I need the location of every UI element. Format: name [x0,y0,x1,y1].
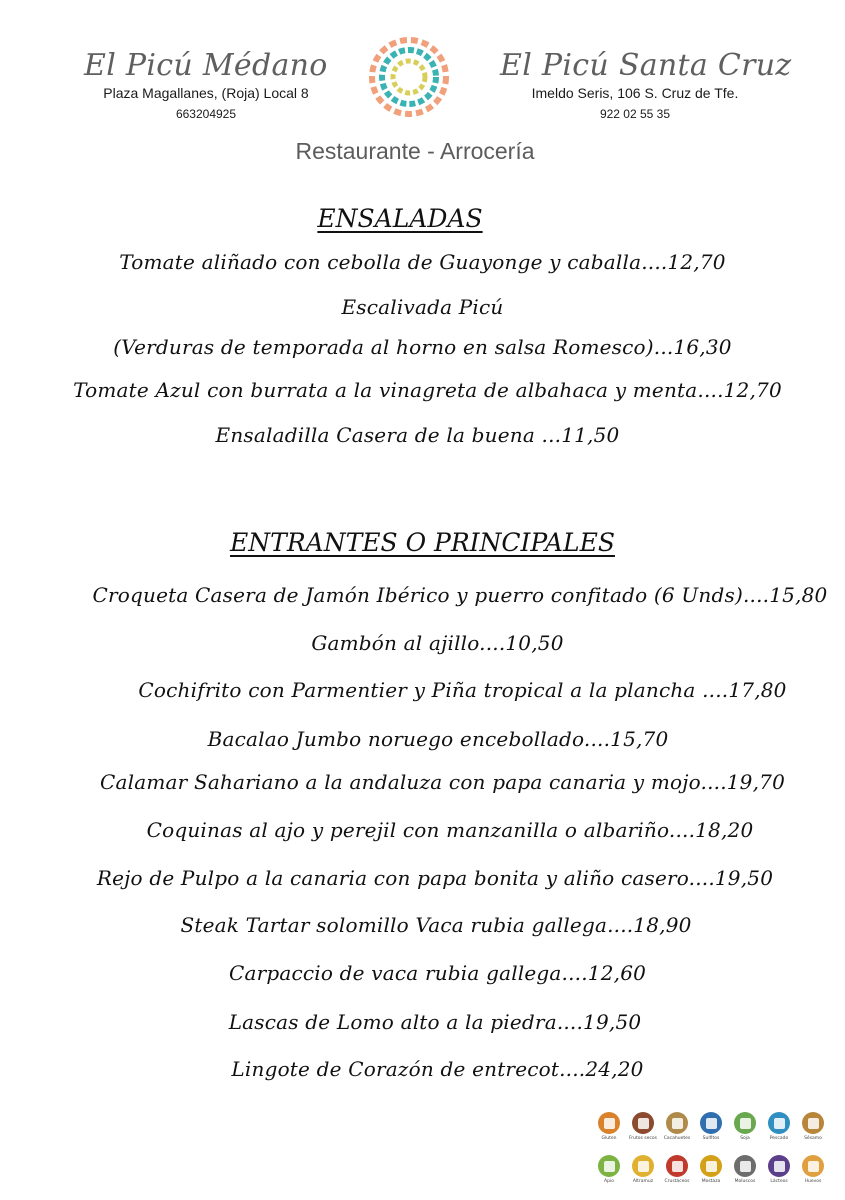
allergen-label: Mostaza [701,1179,721,1184]
menu-item: Croqueta Casera de Jamón Ibérico y puerro confitado (6 Unds)....15,80 [92,583,828,607]
icon-mark [706,1118,717,1129]
menu-item-detail: (Verduras de temporada al horno en salsa Romesco)...16,30 [113,335,732,359]
allergen-item [796,1155,830,1188]
allergen-item [796,1112,830,1145]
menu-item: Cochifrito con Parmentier y Piña tropical a la plancha ....17,80 [138,678,787,702]
allergen-label: Moluscos [734,1179,756,1184]
allergen-label: Crustáceos [664,1179,690,1184]
menu-item: Steak Tartar solomillo Vaca rubia gallega....18,90 [180,913,692,937]
icon-mark [808,1161,819,1172]
menu-item: Carpaccio de vaca rubia gallega....12,60 [228,961,647,985]
icon-mark [740,1161,751,1172]
phone-right: 922 02 55 35 [599,107,671,121]
peanut-icon [666,1112,688,1134]
page-subtitle: Restaurante - Arrocería [295,138,535,164]
menu-item: Bacalao Jumbo noruego encebollado....15,70 [207,727,669,751]
allergen-label: Cacahuetes [663,1136,691,1141]
allergen-item [592,1112,626,1145]
allergen-item [762,1155,796,1188]
allergen-label: Gluten [601,1136,617,1141]
celery-icon [598,1155,620,1177]
allergen-item [694,1155,728,1188]
sesame-icon [802,1112,824,1134]
icon-mark [774,1118,785,1129]
section-title-ensaladas: ENSALADAS [317,204,483,233]
allergen-item [626,1112,660,1145]
allergen-label: Huevos [804,1179,822,1184]
allergen-item [626,1155,660,1188]
menu-item: Escalivada Picú [341,295,504,319]
restaurant-name-right: El Picú Santa Cruz [500,48,792,83]
icon-mark [740,1118,751,1129]
icon-mark [672,1161,683,1172]
icon-mark [638,1161,649,1172]
allergen-label: Sésamo [804,1136,822,1141]
menu-item: Tomate Azul con burrata a la vinagreta de albahaca y menta....12,70 [73,378,782,402]
icon-mark [774,1161,785,1172]
menu-item: Tomate aliñado con cebolla de Guayonge y caballa....12,70 [119,250,726,274]
mollusc-icon [734,1155,756,1177]
allergen-item [694,1112,728,1145]
allergen-legend [592,1112,832,1188]
sulfite-icon [700,1112,722,1134]
allergen-item [762,1112,796,1145]
section-title-entrantes: ENTRANTES O PRINCIPALES [230,528,615,557]
soy-icon [734,1112,756,1134]
allergen-label: Frutos secos [629,1136,657,1141]
fish-icon [768,1112,790,1134]
phone-left: 663204925 [175,107,237,121]
mustard-icon [700,1155,722,1177]
menu-item: Lascas de Lomo alto a la piedra....19,50 [228,1010,642,1034]
icon-mark [638,1118,649,1129]
icon-mark [808,1118,819,1129]
icon-mark [706,1161,717,1172]
icon-mark [604,1118,615,1129]
egg-icon [802,1155,824,1177]
allergen-item [728,1112,762,1145]
menu-item: Coquinas al ajo y perejil con manzanilla o albariño....18,20 [146,818,754,842]
allergen-label: Pescado [769,1136,789,1141]
address-right: Imeldo Seris, 106 S. Cruz de Tfe. [531,85,739,101]
crustacean-icon [666,1155,688,1177]
icon-mark [604,1161,615,1172]
allergen-label: Altramuz [632,1179,654,1184]
allergen-label: Soja [740,1136,750,1141]
logo-icon [366,34,452,120]
allergen-item [592,1155,626,1188]
menu-item: Gambón al ajillo....10,50 [311,631,564,655]
allergen-item [660,1112,694,1145]
menu-item: Lingote de Corazón de entrecot....24,20 [231,1057,644,1081]
address-left: Plaza Magallanes, (Roja) Local 8 [103,85,309,101]
allergen-label: Apio [604,1179,614,1184]
restaurant-name-left: El Picú Médano [84,48,328,83]
allergen-item [660,1155,694,1188]
nut-icon [632,1112,654,1134]
menu-item: Ensaladilla Casera de la buena ...11,50 [215,423,620,447]
menu-item: Calamar Sahariano a la andaluza con papa canaria y mojo....19,70 [99,770,786,794]
lupin-icon [632,1155,654,1177]
menu-item: Rejo de Pulpo a la canaria con papa bonita y aliño casero....19,50 [96,866,774,890]
dairy-icon [768,1155,790,1177]
wheat-icon [598,1112,620,1134]
icon-mark [672,1118,683,1129]
allergen-item [728,1155,762,1188]
allergen-label: Lácteos [770,1179,788,1184]
allergen-label: Sulfitos [702,1136,720,1141]
